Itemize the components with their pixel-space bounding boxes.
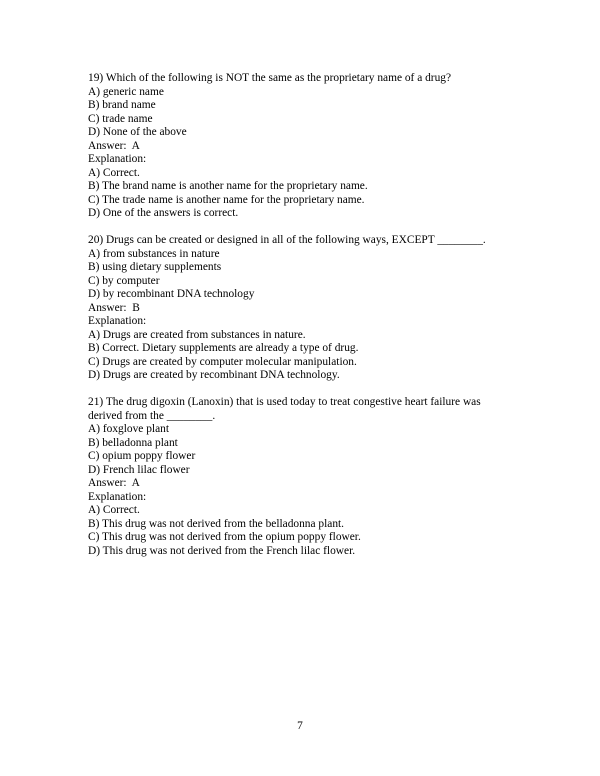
option-a: A) from substances in nature (88, 247, 220, 260)
explanation-d: D) One of the answers is correct. (88, 207, 239, 219)
explanation-a: A) Correct. (88, 504, 140, 516)
option-b: B) belladonna plant (88, 436, 178, 449)
explanation-c: C) Drugs are created by computer molecular manipulation. (88, 355, 357, 368)
option-a: A) foxglove plant (88, 423, 169, 435)
option-d: D) French lilac flower (88, 463, 190, 476)
explanation-c: C) This drug was not derived from the opium poppy flower. (88, 531, 361, 543)
question-prompt-line-1: 21) The drug digoxin (Lanoxin) that is used today to treat congestive heart failure was (88, 396, 481, 408)
explanation-b: B) Correct. Dietary supplements are already a type of drug. (88, 342, 359, 354)
answer: Answer: B (88, 301, 140, 314)
explanation-a: A) Drugs are created from substances in nature. (88, 328, 306, 341)
option-c: C) trade name (88, 112, 153, 125)
question-20 (88, 234, 528, 383)
answer: Answer: A (88, 477, 140, 489)
document-page (88, 72, 528, 572)
answer: Answer: A (88, 139, 140, 152)
option-b: B) brand name (88, 99, 156, 111)
question-prompt: 20) Drugs can be created or designed in all of the following ways, EXCEPT ________. (88, 234, 486, 246)
explanation-label: Explanation: (88, 315, 147, 327)
explanation-b: B) This drug was not derived from the belladonna plant. (88, 517, 345, 530)
option-b: B) using dietary supplements (88, 261, 222, 273)
question-19 (88, 72, 528, 221)
explanation-d: D) Drugs are created by recombinant DNA technology. (88, 369, 340, 381)
question-prompt-line-2: derived from the ________. (88, 409, 216, 422)
option-a: A) generic name (88, 85, 164, 98)
explanation-a: A) Correct. (88, 166, 140, 179)
explanation-label: Explanation: (88, 490, 147, 503)
option-c: C) by computer (88, 274, 160, 287)
explanation-label: Explanation: (88, 153, 147, 165)
option-d: D) by recombinant DNA technology (88, 288, 255, 300)
question-prompt: 19) Which of the following is NOT the same as the proprietary name of a drug? (88, 72, 452, 84)
option-d: D) None of the above (88, 126, 187, 138)
option-c: C) opium poppy flower (88, 450, 196, 462)
question-21 (88, 396, 528, 558)
page-number: 7 (297, 720, 303, 732)
explanation-d: D) This drug was not derived from the French lilac flower. (88, 544, 356, 557)
explanation-b: B) The brand name is another name for the proprietary name. (88, 180, 368, 192)
explanation-c: C) The trade name is another name for the proprietary name. (88, 193, 365, 206)
